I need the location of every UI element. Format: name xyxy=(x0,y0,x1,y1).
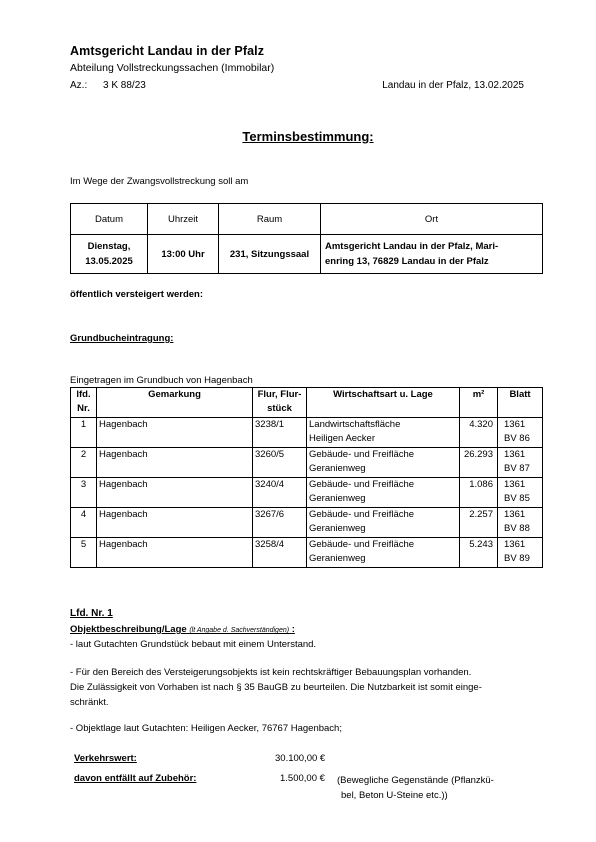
section-number: Lfd. Nr. 1 xyxy=(70,608,113,619)
parcel-blatt xyxy=(498,478,543,508)
paragraph-line: - Für den Bereich des Versteigerungsobjekts ist kein rechtskräftiger Bebauungsplan vorhanden. xyxy=(70,667,472,678)
table-row xyxy=(71,235,543,274)
appointment-place-line: enring 13, 76829 Landau in der Pfalz xyxy=(325,256,489,267)
parcel-blatt xyxy=(498,448,543,478)
parcel-blatt-bv: BV 86 xyxy=(504,433,530,444)
parcel-blatt xyxy=(498,418,543,448)
parcel-flur: 3258/4 xyxy=(253,538,307,568)
parcel-flur: 3260/5 xyxy=(253,448,307,478)
development-plan-paragraph xyxy=(70,665,482,710)
parcel-use xyxy=(307,508,460,538)
appointment-weekday: Dienstag, xyxy=(87,241,131,252)
parcel-gemarkung: Hagenbach xyxy=(97,418,253,448)
parcel-gemarkung: Hagenbach xyxy=(97,508,253,538)
parcel-blatt-number: 1361 xyxy=(504,419,526,430)
column-header-nr-line: lfd. xyxy=(76,389,91,400)
intro-text: Im Wege der Zwangsvollstreckung soll am xyxy=(70,176,249,187)
accessories-note-line: bel, Beton U-Steine etc.)) xyxy=(341,790,448,801)
department: Abteilung Vollstreckungssachen (Immobilar) xyxy=(70,62,275,74)
parcel-flur: 3238/1 xyxy=(253,418,307,448)
land-register-heading: Grundbucheintragung: xyxy=(70,333,174,344)
place-and-date: Landau in der Pfalz, 13.02.2025 xyxy=(382,80,524,91)
object-description-heading xyxy=(70,624,295,635)
accessories-label: davon entfällt auf Zubehör: xyxy=(74,773,197,784)
page-title: Terminsbestimmung: xyxy=(242,129,374,144)
column-header-date: Datum xyxy=(71,204,148,235)
appointment-date xyxy=(71,235,148,274)
column-header-blatt: Blatt xyxy=(498,388,543,418)
parcel-use-type: Gebäude- und Freifläche xyxy=(309,479,415,490)
parcel-nr: 4 xyxy=(71,508,97,538)
parcel-nr: 3 xyxy=(71,478,97,508)
parcel-use-type: Gebäude- und Freifläche xyxy=(309,509,415,520)
paragraph-line: Die Zulässigkeit von Vorhaben ist nach § 35 BauGB zu beurteilen. Die Nutzbarkeit ist somit einge- xyxy=(70,682,482,693)
parcel-blatt-number: 1361 xyxy=(504,449,526,460)
object-description-colon: : xyxy=(291,624,295,635)
registered-text: Eingetragen im Grundbuch von Hagenbach xyxy=(70,375,253,386)
appointment-time: 13:00 Uhr xyxy=(148,235,219,274)
parcels-table xyxy=(70,387,543,568)
parcel-flur: 3267/6 xyxy=(253,508,307,538)
parcel-use xyxy=(307,448,460,478)
table-row xyxy=(71,508,543,538)
parcel-use-location: Geranienweg xyxy=(309,493,366,504)
parcel-use-location: Geranienweg xyxy=(309,553,366,564)
parcel-use-type: Gebäude- und Freifläche xyxy=(309,449,415,460)
column-header-nr-line: Nr. xyxy=(77,403,90,414)
object-location: - Objektlage laut Gutachten: Heiligen Aecker, 76767 Hagenbach; xyxy=(70,723,342,734)
parcel-blatt-number: 1361 xyxy=(504,539,526,550)
parcel-gemarkung: Hagenbach xyxy=(97,448,253,478)
parcel-area: 4.320 xyxy=(460,418,498,448)
parcel-blatt xyxy=(498,538,543,568)
parcel-use-location: Geranienweg xyxy=(309,463,366,474)
table-row xyxy=(71,418,543,448)
appointment-table xyxy=(70,203,543,274)
parcel-blatt-number: 1361 xyxy=(504,479,526,490)
parcel-use-type: Landwirtschaftsfläche xyxy=(309,419,401,430)
parcel-nr: 5 xyxy=(71,538,97,568)
parcel-use xyxy=(307,538,460,568)
parcel-flur: 3240/4 xyxy=(253,478,307,508)
accessories-note-line: (Bewegliche Gegenstände (Pflanzkü- xyxy=(337,775,494,786)
parcel-blatt-bv: BV 89 xyxy=(504,553,530,564)
column-header-gemarkung: Gemarkung xyxy=(97,388,253,418)
parcel-area: 26.293 xyxy=(460,448,498,478)
parcel-area: 5.243 xyxy=(460,538,498,568)
parcel-blatt-number: 1361 xyxy=(504,509,526,520)
table-header-row xyxy=(71,388,543,418)
court-name: Amtsgericht Landau in der Pfalz xyxy=(70,44,265,58)
accessories-value: 1.500,00 € xyxy=(280,773,325,784)
appointment-date-value: 13.05.2025 xyxy=(85,256,133,267)
table-header-row xyxy=(71,204,543,235)
column-header-flur xyxy=(253,388,307,418)
file-number: 3 K 88/23 xyxy=(103,80,146,91)
parcel-blatt xyxy=(498,508,543,538)
auction-text: öffentlich versteigert werden: xyxy=(70,289,204,300)
parcel-use xyxy=(307,418,460,448)
parcel-blatt-bv: BV 87 xyxy=(504,463,530,474)
market-value: 30.100,00 € xyxy=(275,753,326,764)
parcel-use-location: Geranienweg xyxy=(309,523,366,534)
parcel-area: 2.257 xyxy=(460,508,498,538)
object-description-label: Objektbeschreibung/Lage xyxy=(70,624,187,635)
column-header-time: Uhrzeit xyxy=(148,204,219,235)
parcel-area: 1.086 xyxy=(460,478,498,508)
description-line: - laut Gutachten Grundstück bebaut mit einem Unterstand. xyxy=(70,639,317,650)
column-header-wirtschaftsart: Wirtschaftsart u. Lage xyxy=(307,388,460,418)
parcel-use-type: Gebäude- und Freifläche xyxy=(309,539,415,550)
paragraph-line: schränkt. xyxy=(70,697,109,708)
market-value-label: Verkehrswert: xyxy=(74,753,137,764)
parcel-use-location: Heiligen Aecker xyxy=(309,433,376,444)
appointment-room: 231, Sitzungssaal xyxy=(219,235,321,274)
table-row xyxy=(71,448,543,478)
parcel-blatt-bv: BV 88 xyxy=(504,523,530,534)
column-header-flur-line: Flur, Flur- xyxy=(257,389,302,400)
parcel-blatt-bv: BV 85 xyxy=(504,493,530,504)
appointment-place-line: Amtsgericht Landau in der Pfalz, Mari- xyxy=(325,241,499,252)
table-row xyxy=(71,538,543,568)
parcel-nr: 1 xyxy=(71,418,97,448)
parcel-nr: 2 xyxy=(71,448,97,478)
column-header-nr xyxy=(71,388,97,418)
appointment-place xyxy=(321,235,543,274)
column-header-flur-line: stück xyxy=(267,403,292,414)
parcel-use xyxy=(307,478,460,508)
accessories-note xyxy=(337,773,494,803)
object-description-note: (lt Angabe d. Sachverständigen) xyxy=(189,627,290,634)
column-header-area: m² xyxy=(460,388,498,418)
table-row xyxy=(71,478,543,508)
column-header-place: Ort xyxy=(321,204,543,235)
parcel-gemarkung: Hagenbach xyxy=(97,478,253,508)
column-header-room: Raum xyxy=(219,204,321,235)
parcel-gemarkung: Hagenbach xyxy=(97,538,253,568)
file-number-label: Az.: xyxy=(70,80,88,91)
